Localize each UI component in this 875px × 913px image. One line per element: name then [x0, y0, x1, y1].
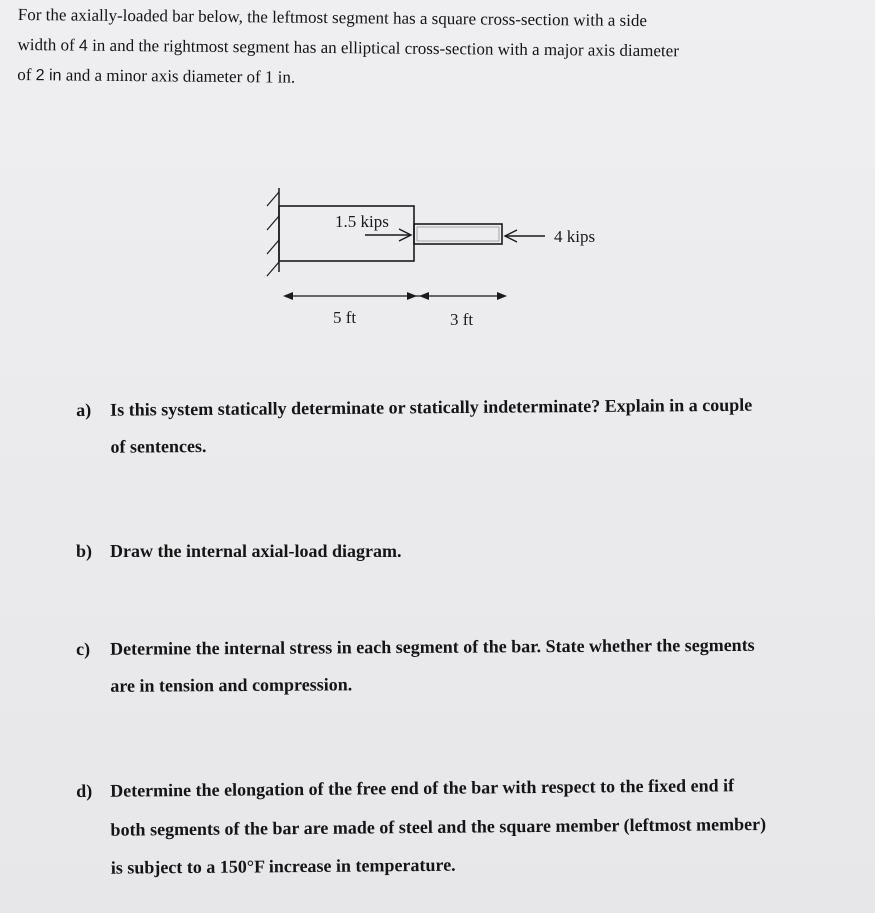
question-d-line-2: both segments of the bar are made of steel and the square member (leftmost member) — [110, 813, 767, 840]
problem-statement — [17, 0, 818, 97]
intro-line3-prefix: of — [17, 64, 36, 84]
question-c — [76, 626, 856, 705]
question-a — [76, 386, 857, 466]
question-c-line-1: Determine the internal stress in each segment of the bar. State whether the segments — [110, 634, 755, 659]
intro-line2-rest: in and the rightmost segment has an elliptical cross-section with a major axis diameter — [87, 35, 680, 61]
load-label-4-kips: 4 kips — [554, 227, 596, 246]
intro-line2-prefix: width of — [17, 34, 80, 55]
dimension-label-5-ft: 5 ft — [333, 308, 357, 327]
question-d-line-1: Determine the elongation of the free end of the bar with respect to the fixed end if — [110, 775, 735, 801]
question-b-line-1: Draw the internal axial-load diagram. — [110, 541, 402, 561]
dimension-label-3-ft: 3 ft — [450, 310, 474, 329]
question-a-line-2: of sentences. — [110, 435, 207, 457]
intro-line1-text: For the axially-loaded bar below, the leftmost segment has a square cross-section with a side — [17, 4, 648, 31]
question-d-label: d) — [76, 780, 93, 801]
intro-major-axis-unit: in — [44, 67, 62, 85]
question-a-line-1: Is this system statically determinate or statically indeterminate? Explain in a couple — [110, 394, 753, 420]
intro-side-width-value: 4 — [78, 37, 88, 55]
question-c-label: c) — [76, 638, 91, 659]
question-a-label: a) — [76, 399, 92, 420]
question-b-label: b) — [76, 541, 93, 561]
load-label-1-5-kips: 1.5 kips — [335, 212, 389, 231]
question-d — [76, 765, 857, 888]
fixed-support-hatching — [267, 192, 279, 276]
dimension-line — [283, 292, 507, 300]
bar-diagram — [255, 180, 635, 340]
elliptical-segment-edge — [417, 227, 499, 241]
arrow-icon — [505, 230, 545, 242]
bar-diagram-svg — [255, 180, 635, 340]
question-c-line-2: are in tension and compression. — [110, 674, 353, 696]
question-d-line-3: is subject to a 150°F increase in temperature. — [110, 855, 456, 879]
intro-major-axis-value: 2 — [35, 66, 45, 85]
question-b — [76, 533, 856, 570]
intro-line3-rest: and a minor axis diameter of 1 in. — [61, 65, 296, 87]
